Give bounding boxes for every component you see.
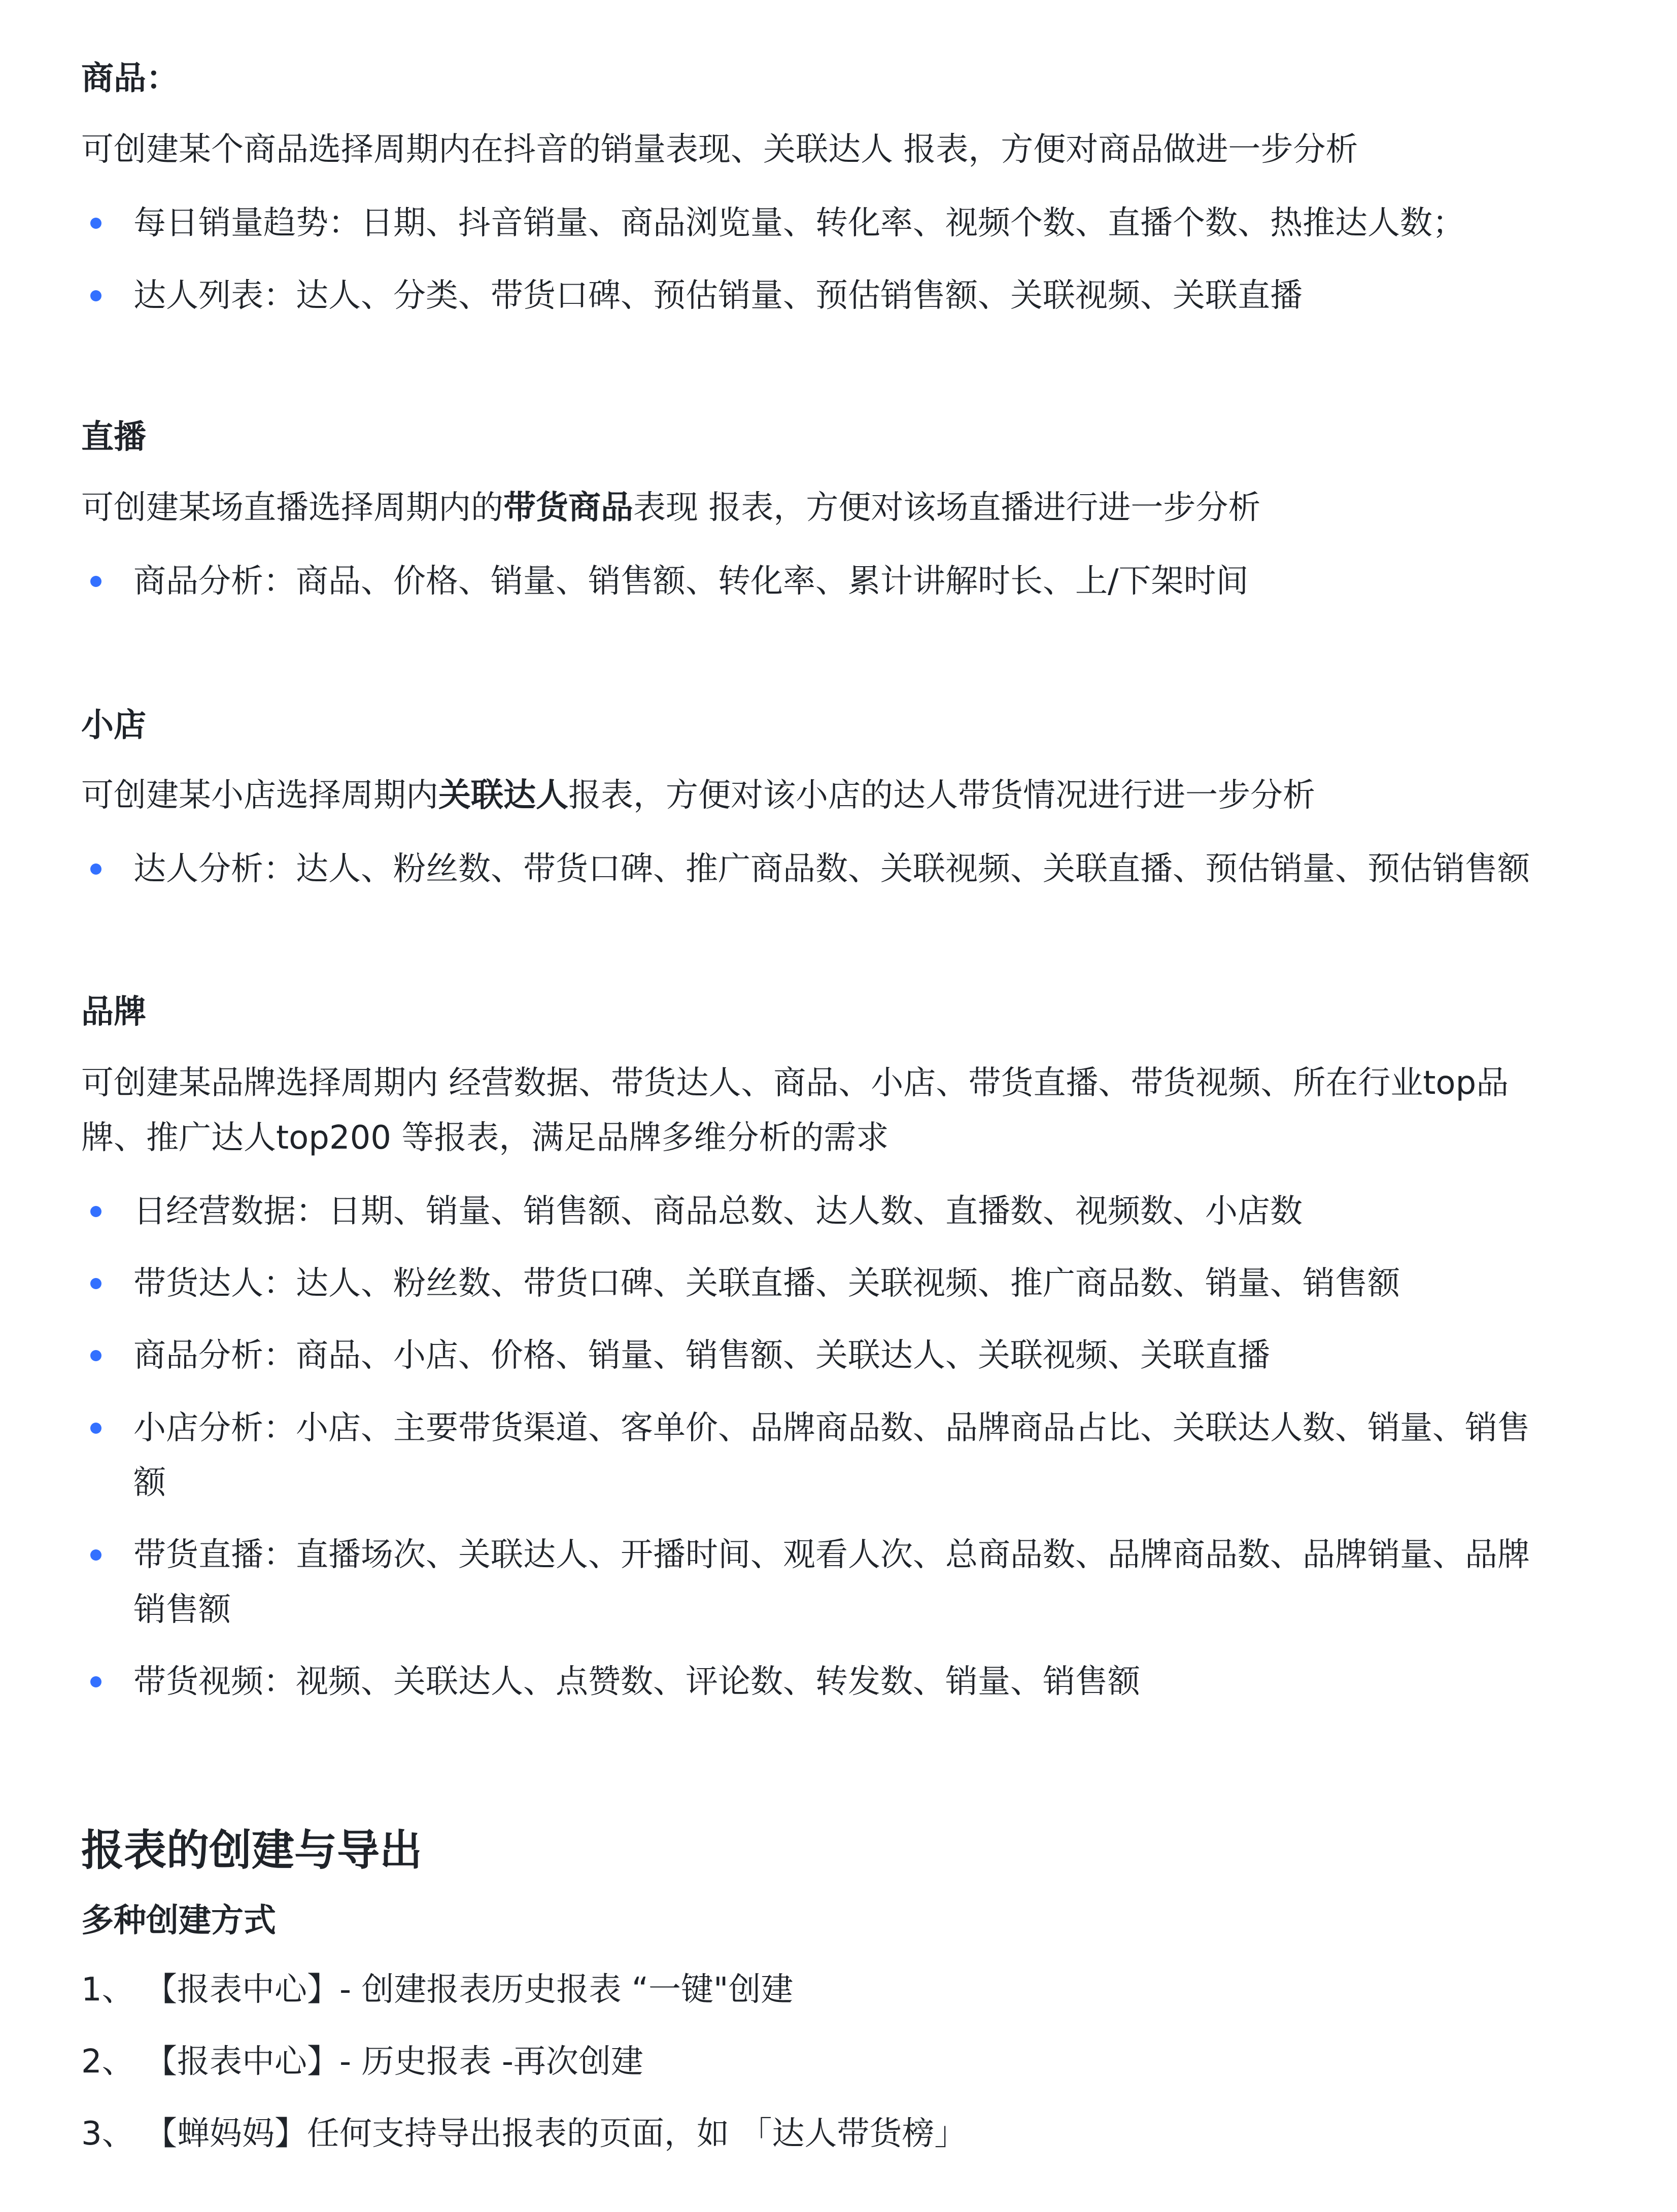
bullet-dot-icon	[90, 863, 101, 875]
list-item-text: 带货直播：直播场次、关联达人、开播时间、观看人次、总商品数、品牌商品数、品牌销量、品牌	[133, 1536, 1530, 1574]
bullet-dot-icon	[90, 1549, 101, 1561]
bullet-dot-icon	[90, 1350, 101, 1361]
bullet-dot-icon	[90, 1676, 101, 1687]
section-desc-shop: 可创建某小店选择周期内关联达人报表，方便对该小店的达人带货情况进行进一步分析	[81, 777, 1315, 814]
section-desc-brand-line2: 牌、推广达人top200 等报表，满足品牌多维分析的需求	[81, 1119, 889, 1157]
section-title-live: 直播	[81, 419, 146, 456]
numbered-step: 2、 【报表中心】- 历史报表 -再次创建	[81, 2043, 643, 2081]
list-item-text-continued: 销售额	[133, 1591, 231, 1629]
section-title-brand: 品牌	[81, 993, 146, 1031]
section-desc-product: 可创建某个商品选择周期内在抖音的销量表现、关联达人 报表，方便对商品做进一步分析	[81, 131, 1358, 168]
bullet-dot-icon	[90, 1206, 101, 1217]
list-item-text: 日经营数据：日期、销量、销售额、商品总数、达人数、直播数、视频数、小店数	[133, 1193, 1303, 1230]
section-title-shop: 小店	[81, 707, 146, 744]
list-item-text: 达人分析：达人、粉丝数、带货口碑、推广商品数、关联视频、关联直播、预估销量、预估销售额	[133, 850, 1530, 888]
section-desc-live: 可创建某场直播选择周期内的带货商品表现 报表，方便对该场直播进行进一步分析	[81, 489, 1261, 527]
bullet-dot-icon	[90, 290, 101, 301]
list-item-text: 带货视频：视频、关联达人、点赞数、评论数、转发数、销量、销售额	[133, 1663, 1140, 1701]
section-subtitle-report: 多种创建方式	[81, 1902, 276, 1940]
bullet-dot-icon	[90, 218, 101, 229]
list-item-text: 小店分析：小店、主要带货渠道、客单价、品牌商品数、品牌商品占比、关联达人数、销量、销售	[133, 1409, 1530, 1447]
list-item-text-continued: 额	[133, 1464, 166, 1502]
list-item-text: 商品分析：商品、价格、销量、销售额、转化率、累计讲解时长、上/下架时间	[133, 563, 1249, 600]
list-item-text: 带货达人：达人、粉丝数、带货口碑、关联直播、关联视频、推广商品数、销量、销售额	[133, 1265, 1400, 1302]
section-title-product: 商品：	[81, 60, 179, 97]
list-item-text: 达人列表：达人、分类、带货口碑、预估销量、预估销售额、关联视频、关联直播	[133, 277, 1303, 315]
section-title-report: 报表的创建与导出	[81, 1825, 423, 1875]
numbered-step: 1、 【报表中心】- 创建报表历史报表 “一键"创建	[81, 1971, 794, 2009]
list-item-text: 每日销量趋势：日期、抖音销量、商品浏览量、转化率、视频个数、直播个数、热推达人数；	[133, 204, 1465, 242]
section-desc-brand-line1: 可创建某品牌选择周期内 经营数据、带货达人、商品、小店、带货直播、带货视频、所在行业top品	[81, 1064, 1509, 1102]
bullet-dot-icon	[90, 1278, 101, 1289]
bullet-dot-icon	[90, 1423, 101, 1434]
list-item-text: 商品分析：商品、小店、价格、销量、销售额、关联达人、关联视频、关联直播	[133, 1337, 1270, 1374]
numbered-step: 3、 【蝉妈妈】任何支持导出报表的页面，如 「达人带货榜」	[81, 2115, 967, 2153]
bullet-dot-icon	[90, 576, 101, 587]
